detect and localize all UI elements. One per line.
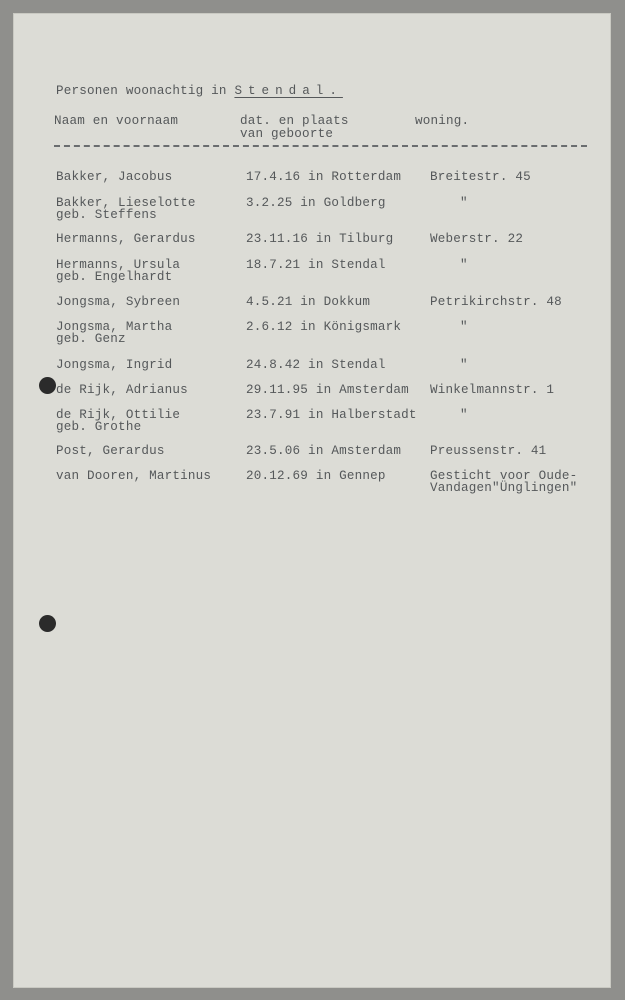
birth-date-place: 24.8.42 in Stendal bbox=[246, 358, 386, 372]
name-line: de Rijk, Adrianus bbox=[56, 383, 188, 397]
person-name bbox=[56, 321, 172, 345]
name-line: Jongsma, Sybreen bbox=[56, 295, 181, 309]
header-name: Naam en voornaam bbox=[54, 114, 179, 128]
name-line: de Rijk, Ottilie bbox=[56, 408, 181, 422]
maiden-name-line: geb. Grothe bbox=[56, 420, 142, 434]
header-birth bbox=[240, 115, 349, 141]
address bbox=[430, 233, 523, 245]
person-name bbox=[56, 171, 172, 183]
person-name bbox=[56, 197, 196, 221]
birth-date-place: 23.5.06 in Amsterdam bbox=[246, 444, 402, 458]
birth-date-place: 4.5.21 in Dokkum bbox=[246, 295, 371, 309]
address bbox=[430, 296, 562, 308]
address-line: " bbox=[460, 408, 468, 422]
birth-date-place: 3.2.25 in Goldberg bbox=[246, 196, 386, 210]
birth-date-place: 23.11.16 in Tilburg bbox=[246, 232, 394, 246]
address-line: " bbox=[460, 196, 468, 210]
title-prefix: Personen woonachtig in bbox=[56, 84, 227, 98]
address bbox=[460, 197, 468, 209]
person-name bbox=[56, 384, 188, 396]
header-birth-line1: dat. en plaats bbox=[240, 114, 349, 128]
address-line: Breitestr. 45 bbox=[430, 170, 531, 184]
name-line: Bakker, Lieselotte bbox=[56, 196, 196, 210]
name-line: Post, Gerardus bbox=[56, 444, 165, 458]
name-line: van Dooren, Martinus bbox=[56, 469, 212, 483]
address-line: Winkelmannstr. 1 bbox=[430, 383, 555, 397]
address-line: Weberstr. 22 bbox=[430, 232, 524, 246]
maiden-name-line: geb. Steffens bbox=[56, 208, 157, 222]
name-line: Jongsma, Martha bbox=[56, 320, 173, 334]
header-divider bbox=[54, 145, 587, 147]
birth-date-place: 20.12.69 in Gennep bbox=[246, 469, 386, 483]
birth-date-place: 29.11.95 in Amsterdam bbox=[246, 383, 409, 397]
person-name bbox=[56, 409, 180, 433]
address-line: Petrikirchstr. 48 bbox=[430, 295, 562, 309]
punch-hole-upper bbox=[39, 377, 56, 394]
address-line: Preussenstr. 41 bbox=[430, 444, 547, 458]
address-line: " bbox=[460, 258, 468, 272]
name-line: Hermanns, Gerardus bbox=[56, 232, 196, 246]
birth-date-place: 18.7.21 in Stendal bbox=[246, 258, 386, 272]
typed-list bbox=[13, 13, 611, 988]
birth-date-place: 2.6.12 in Königsmark bbox=[246, 320, 402, 334]
person-name bbox=[56, 296, 180, 308]
header-birth-line2: van geboorte bbox=[240, 127, 334, 141]
document-page bbox=[13, 13, 611, 988]
birth-date-place: 17.4.16 in Rotterdam bbox=[246, 170, 402, 184]
address-line: " bbox=[460, 320, 468, 334]
address bbox=[460, 321, 468, 333]
address-line: " bbox=[460, 358, 468, 372]
birth-date-place: 23.7.91 in Halberstadt bbox=[246, 408, 417, 422]
header-address: woning. bbox=[415, 114, 470, 128]
address bbox=[430, 470, 577, 494]
address bbox=[460, 359, 468, 371]
maiden-name-line: geb. Genz bbox=[56, 332, 126, 346]
address bbox=[430, 171, 531, 183]
document-title bbox=[56, 84, 343, 98]
person-name bbox=[56, 359, 172, 371]
name-line: Hermanns, Ursula bbox=[56, 258, 181, 272]
address bbox=[430, 384, 554, 396]
punch-hole-lower bbox=[39, 615, 56, 632]
maiden-name-line: geb. Engelhardt bbox=[56, 270, 173, 284]
name-line: Bakker, Jacobus bbox=[56, 170, 173, 184]
address-line-2: Vandagen"Ünglingen" bbox=[430, 481, 578, 495]
person-name bbox=[56, 445, 165, 457]
name-line: Jongsma, Ingrid bbox=[56, 358, 173, 372]
person-name bbox=[56, 233, 196, 245]
address bbox=[460, 409, 468, 421]
title-place: Stendal. bbox=[234, 84, 343, 98]
address-line: Gesticht voor Oude- bbox=[430, 469, 578, 483]
address bbox=[430, 445, 546, 457]
person-name bbox=[56, 470, 211, 482]
person-name bbox=[56, 259, 180, 283]
address bbox=[460, 259, 468, 271]
